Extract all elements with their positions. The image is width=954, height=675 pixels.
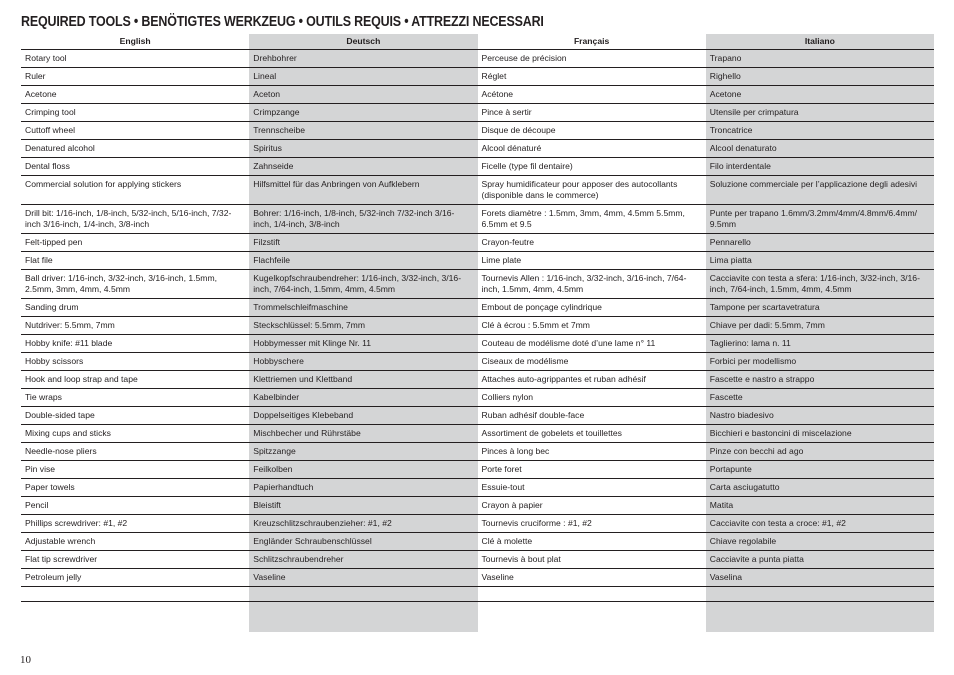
cell-english: Felt-tipped pen [21,234,249,252]
table-row [21,104,934,122]
cell-francais: Clé à écrou : 5.5mm et 7mm [478,317,706,335]
cell-italiano: Filo interdentale [706,158,934,176]
empty-cell [249,602,477,633]
cell-francais: Tournevis à bout plat [478,551,706,569]
cell-deutsch: Doppelseitiges Klebeband [249,407,477,425]
cell-deutsch: Aceton [249,86,477,104]
cell-english: Drill bit: 1/16-inch, 1/8-inch, 5/32-inch, 5/16-inch, 7/32-inch 3/16-inch, 1/4-inch, 3/8-inch [21,205,249,234]
empty-row [21,587,934,602]
cell-italiano: Chiave regolabile [706,533,934,551]
cell-italiano: Lima piatta [706,252,934,270]
cell-italiano: Tampone per scartavetratura [706,299,934,317]
cell-francais: Ficelle (type fil dentaire) [478,158,706,176]
table-row [21,335,934,353]
cell-italiano: Utensile per crimpatura [706,104,934,122]
cell-english: Ruler [21,68,249,86]
cell-francais: Forets diamètre : 1.5mm, 3mm, 4mm, 4.5mm 5.5mm, 6.5mm et 9.5 [478,205,706,234]
cell-deutsch: Hilfsmittel für das Anbringen von Aufklebern [249,176,477,205]
table-row [21,140,934,158]
table-row [21,569,934,587]
table-row [21,86,934,104]
cell-english: Dental floss [21,158,249,176]
cell-deutsch: Hobbyschere [249,353,477,371]
table-header-row [21,34,934,50]
table-row [21,425,934,443]
cell-italiano: Alcool denaturato [706,140,934,158]
cell-deutsch: Spiritus [249,140,477,158]
cell-deutsch: Spitzzange [249,443,477,461]
cell-english: Paper towels [21,479,249,497]
cell-italiano: Troncatrice [706,122,934,140]
cell-english: Double-sided tape [21,407,249,425]
empty-cell [21,602,249,633]
table-row [21,371,934,389]
cell-italiano: Cacciavite con testa a sfera: 1/16-inch, 3/32-inch, 3/16-inch, 7/64-inch, 1.5mm, 4mm, 4.5mm [706,270,934,299]
cell-english: Flat file [21,252,249,270]
cell-italiano: Pinze con becchi ad ago [706,443,934,461]
cell-francais: Tournevis Allen : 1/16-inch, 3/32-inch, 3/16-inch, 7/64-inch, 1.5mm, 4mm, 4.5mm [478,270,706,299]
cell-deutsch: Hobbymesser mit Klinge Nr. 11 [249,335,477,353]
cell-italiano: Forbici per modellismo [706,353,934,371]
table-row [21,407,934,425]
header-italiano: Italiano [706,34,934,50]
table-row [21,389,934,407]
cell-english: Nutdriver: 5.5mm, 7mm [21,317,249,335]
empty-cell [706,602,934,633]
cell-italiano: Vaselina [706,569,934,587]
cell-english: Mixing cups and sticks [21,425,249,443]
cell-deutsch: Steckschlüssel: 5.5mm, 7mm [249,317,477,335]
cell-english: Needle-nose pliers [21,443,249,461]
tools-table [21,34,934,632]
table-row [21,122,934,140]
cell-italiano: Soluzione commerciale per l’applicazione degli adesivi [706,176,934,205]
page-number: 10 [20,654,31,666]
cell-english: Adjustable wrench [21,533,249,551]
cell-english: Petroleum jelly [21,569,249,587]
table-row [21,533,934,551]
empty-cell [706,587,934,602]
cell-english: Acetone [21,86,249,104]
cell-italiano: Pennarello [706,234,934,252]
cell-francais: Porte foret [478,461,706,479]
page-title: REQUIRED TOOLS • BENÖTIGTES WERKZEUG • OUTILS REQUIS • ATTREZZI NECESSARI [21,14,544,30]
cell-deutsch: Engländer Schraubenschlüssel [249,533,477,551]
table-row [21,497,934,515]
cell-italiano: Matita [706,497,934,515]
header-francais: Français [478,34,706,50]
cell-english: Denatured alcohol [21,140,249,158]
cell-francais: Pinces à long bec [478,443,706,461]
cell-italiano: Cacciavite a punta piatta [706,551,934,569]
table-row [21,461,934,479]
cell-deutsch: Bohrer: 1/16-inch, 1/8-inch, 5/32-inch 7/32-inch 3/16-inch, 1/4-inch, 3/8-inch [249,205,477,234]
table-row [21,234,934,252]
cell-deutsch: Kabelbinder [249,389,477,407]
empty-row [21,602,934,633]
cell-deutsch: Zahnseide [249,158,477,176]
table-row [21,299,934,317]
cell-francais: Colliers nylon [478,389,706,407]
table-row [21,353,934,371]
cell-italiano: Chiave per dadi: 5.5mm, 7mm [706,317,934,335]
cell-francais: Ciseaux de modélisme [478,353,706,371]
cell-english: Pencil [21,497,249,515]
header-english: English [21,34,249,50]
cell-deutsch: Trommelschleifmaschine [249,299,477,317]
empty-cell [249,587,477,602]
cell-francais: Acétone [478,86,706,104]
cell-francais: Spray humidificateur pour apposer des autocollants (disponible dans le commerce) [478,176,706,205]
cell-deutsch: Drehbohrer [249,50,477,68]
table-row [21,515,934,533]
cell-francais: Clé à molette [478,533,706,551]
table-row [21,252,934,270]
cell-deutsch: Filzstift [249,234,477,252]
cell-deutsch: Mischbecher und Rührstäbe [249,425,477,443]
cell-francais: Couteau de modélisme doté d’une lame n° 11 [478,335,706,353]
cell-deutsch: Vaseline [249,569,477,587]
cell-english: Phillips screwdriver: #1, #2 [21,515,249,533]
cell-francais: Embout de ponçage cylindrique [478,299,706,317]
table-row [21,68,934,86]
cell-italiano: Bicchieri e bastoncini di miscelazione [706,425,934,443]
cell-english: Commercial solution for applying stickers [21,176,249,205]
cell-italiano: Trapano [706,50,934,68]
cell-francais: Perceuse de précision [478,50,706,68]
cell-francais: Alcool dénaturé [478,140,706,158]
table-row [21,50,934,68]
cell-deutsch: Crimpzange [249,104,477,122]
table-row [21,479,934,497]
cell-english: Flat tip screwdriver [21,551,249,569]
cell-francais: Vaseline [478,569,706,587]
cell-english: Cuttoff wheel [21,122,249,140]
cell-italiano: Acetone [706,86,934,104]
cell-francais: Réglet [478,68,706,86]
cell-english: Hobby scissors [21,353,249,371]
cell-english: Crimping tool [21,104,249,122]
cell-deutsch: Lineal [249,68,477,86]
cell-italiano: Nastro biadesivo [706,407,934,425]
cell-deutsch: Klettriemen und Klettband [249,371,477,389]
table-row [21,176,934,205]
cell-italiano: Carta asciugatutto [706,479,934,497]
table-row [21,270,934,299]
cell-english: Hobby knife: #11 blade [21,335,249,353]
cell-deutsch: Flachfeile [249,252,477,270]
cell-english: Hook and loop strap and tape [21,371,249,389]
cell-francais: Lime plate [478,252,706,270]
table-row [21,158,934,176]
cell-francais: Attaches auto-agrippantes et ruban adhésif [478,371,706,389]
table-body [21,50,934,633]
cell-english: Sanding drum [21,299,249,317]
cell-francais: Ruban adhésif double-face [478,407,706,425]
empty-cell [21,587,249,602]
cell-deutsch: Papierhandtuch [249,479,477,497]
cell-francais: Crayon-feutre [478,234,706,252]
cell-italiano: Fascette e nastro a strappo [706,371,934,389]
empty-cell [478,587,706,602]
cell-deutsch: Trennscheibe [249,122,477,140]
cell-italiano: Righello [706,68,934,86]
cell-deutsch: Bleistift [249,497,477,515]
cell-english: Rotary tool [21,50,249,68]
cell-francais: Pince à sertir [478,104,706,122]
cell-deutsch: Kugelkopfschraubendreher: 1/16-inch, 3/32-inch, 3/16-inch, 7/64-inch, 1.5mm, 4mm, 4.5mm [249,270,477,299]
cell-english: Pin vise [21,461,249,479]
table-row [21,551,934,569]
cell-english: Tie wraps [21,389,249,407]
cell-deutsch: Schlitzschraubendreher [249,551,477,569]
table-row [21,317,934,335]
empty-cell [478,602,706,633]
cell-francais: Disque de découpe [478,122,706,140]
cell-italiano: Taglierino: lama n. 11 [706,335,934,353]
cell-francais: Assortiment de gobelets et touillettes [478,425,706,443]
cell-italiano: Cacciavite con testa a croce: #1, #2 [706,515,934,533]
cell-deutsch: Feilkolben [249,461,477,479]
table-row [21,443,934,461]
header-deutsch: Deutsch [249,34,477,50]
cell-english: Ball driver: 1/16-inch, 3/32-inch, 3/16-inch, 1.5mm, 2.5mm, 3mm, 4mm, 4.5mm [21,270,249,299]
cell-italiano: Portapunte [706,461,934,479]
cell-francais: Crayon à papier [478,497,706,515]
cell-deutsch: Kreuzschlitzschraubenzieher: #1, #2 [249,515,477,533]
cell-italiano: Fascette [706,389,934,407]
cell-francais: Tournevis cruciforme : #1, #2 [478,515,706,533]
cell-italiano: Punte per trapano 1.6mm/3.2mm/4mm/4.8mm/6.4mm/ 9.5mm [706,205,934,234]
table-row [21,205,934,234]
cell-francais: Essuie-tout [478,479,706,497]
